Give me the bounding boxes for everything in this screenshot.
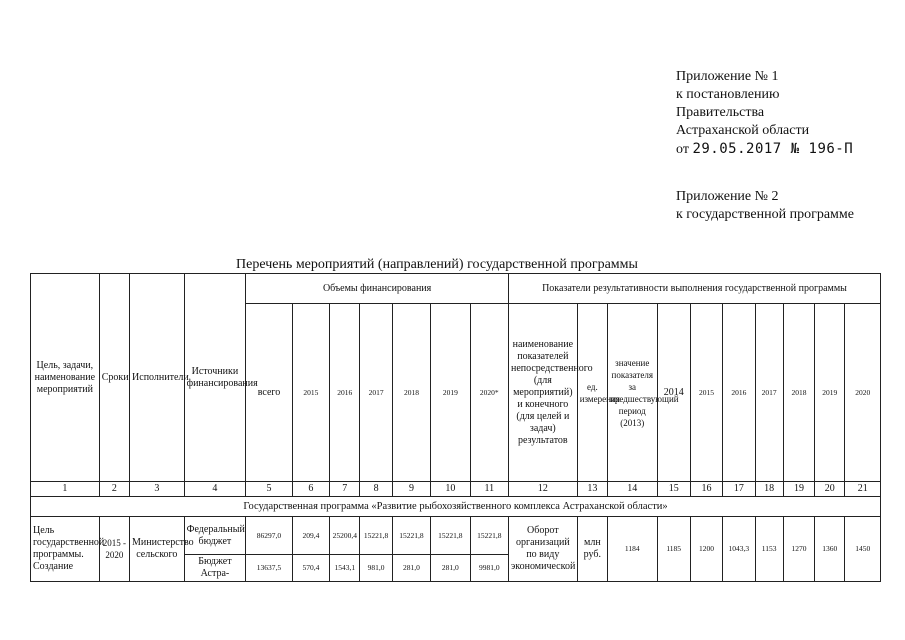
row-fed-total: 86297,0 — [246, 517, 292, 555]
column-number: 13 — [577, 482, 607, 497]
column-number: 18 — [755, 482, 783, 497]
header-ind-year: 2014 — [657, 304, 690, 482]
handwritten-date-number: 29.05.2017 № 196-П — [692, 141, 854, 157]
row-executor: Министерство сельского — [130, 517, 185, 582]
row-fed-value: 15221,8 — [360, 517, 392, 555]
appendix-1-line-3: Правительства — [676, 105, 765, 120]
row-ind-value: 1270 — [783, 517, 814, 582]
row-ind-value: 1043,3 — [723, 517, 755, 582]
header-financing: Объемы финансирования — [246, 274, 509, 304]
table-row — [31, 517, 881, 555]
column-number: 9 — [392, 482, 430, 497]
row-base-value: 1184 — [608, 517, 658, 582]
header-fin-year: 2017 — [360, 304, 392, 482]
row-unit: млн руб. — [577, 517, 607, 582]
column-number: 11 — [470, 482, 508, 497]
row-goal: Цель государственной программы. Создание — [31, 517, 100, 582]
row-reg-value: 281,0 — [392, 555, 430, 582]
row-reg-value: 1543,1 — [330, 555, 360, 582]
header-indicator-name: наименование показателей непосредственного (для мероприятий) и конечного (для целей и задач) результатов — [508, 304, 577, 482]
row-fed-value: 209,4 — [292, 517, 329, 555]
row-ind-value: 1153 — [755, 517, 783, 582]
header-fin-year: 2016 — [330, 304, 360, 482]
appendix-2-block — [676, 188, 854, 224]
header-fin-year: 2015 — [292, 304, 329, 482]
header-ind-year: 2020 — [845, 304, 881, 482]
column-number: 8 — [360, 482, 392, 497]
column-number: 12 — [508, 482, 577, 497]
header-sources: Источники финансирования — [184, 274, 246, 482]
row-reg-value: 981,0 — [360, 555, 392, 582]
row-fed-value: 25200,4 — [330, 517, 360, 555]
header-base-value: значение показателя за предшествующий период (2013) — [608, 304, 658, 482]
appendix-1-line-1: Приложение № 1 — [676, 69, 779, 84]
row-indicator: Оборот организаций по виду экономической — [508, 517, 577, 582]
row-reg-value: 281,0 — [431, 555, 470, 582]
appendix-2-line-2: к государственной программе — [676, 207, 854, 222]
column-number: 5 — [246, 482, 292, 497]
appendix-1-date-line — [676, 140, 853, 159]
row-ind-value: 1200 — [690, 517, 722, 582]
row-ind-value: 1360 — [815, 517, 845, 582]
header-ind-year: 2018 — [783, 304, 814, 482]
column-number: 17 — [723, 482, 755, 497]
row-source-federal: Федеральный бюджет — [184, 517, 246, 555]
header-fin-year: 2018 — [392, 304, 430, 482]
column-number: 20 — [815, 482, 845, 497]
row-ind-value: 1450 — [845, 517, 881, 582]
row-source-regional: Бюджет Астра- — [184, 555, 246, 582]
column-number: 2 — [99, 482, 129, 497]
header-executors: Исполнители — [130, 274, 185, 482]
column-number: 6 — [292, 482, 329, 497]
header-terms: Сроки — [99, 274, 129, 482]
column-number: 7 — [330, 482, 360, 497]
header-ind-year: 2019 — [815, 304, 845, 482]
appendix-2-line-1: Приложение № 2 — [676, 189, 779, 204]
header-fin-year: 2019 — [431, 304, 470, 482]
row-terms: 2015 - 2020 — [99, 517, 129, 582]
column-number: 15 — [657, 482, 690, 497]
row-fed-value: 15221,8 — [431, 517, 470, 555]
program-title-row: Государственная программа «Развитие рыбохозяйственного комплекса Астраханской области» — [31, 497, 881, 517]
header-indicators: Показатели результативности выполнения государственной программы — [508, 274, 880, 304]
column-number: 3 — [130, 482, 185, 497]
header-ind-year: 2016 — [723, 304, 755, 482]
header-fin-year: 2020* — [470, 304, 508, 482]
document-title: Перечень мероприятий (направлений) государственной программы — [236, 257, 638, 272]
row-fed-value: 15221,8 — [470, 517, 508, 555]
row-ind-value: 1185 — [657, 517, 690, 582]
column-number: 4 — [184, 482, 246, 497]
column-number: 1 — [31, 482, 100, 497]
column-number: 21 — [845, 482, 881, 497]
row-reg-total: 13637,5 — [246, 555, 292, 582]
row-fed-value: 15221,8 — [392, 517, 430, 555]
header-goal: Цель, задачи, наименование мероприятий — [31, 274, 100, 482]
row-reg-value: 570,4 — [292, 555, 329, 582]
row-reg-value: 9981,0 — [470, 555, 508, 582]
measures-table — [30, 273, 881, 582]
column-number: 19 — [783, 482, 814, 497]
date-prefix: от — [676, 142, 689, 157]
header-total: всего — [246, 304, 292, 482]
column-number-row — [31, 482, 881, 497]
header-ind-year: 2015 — [690, 304, 722, 482]
appendix-1-block — [676, 68, 853, 159]
header-ind-year: 2017 — [755, 304, 783, 482]
column-number: 16 — [690, 482, 722, 497]
column-number: 14 — [608, 482, 658, 497]
appendix-1-line-4: Астраханской области — [676, 123, 810, 138]
appendix-1-line-2: к постановлению — [676, 87, 780, 102]
column-number: 10 — [431, 482, 470, 497]
header-unit: ед. измерения — [577, 304, 607, 482]
